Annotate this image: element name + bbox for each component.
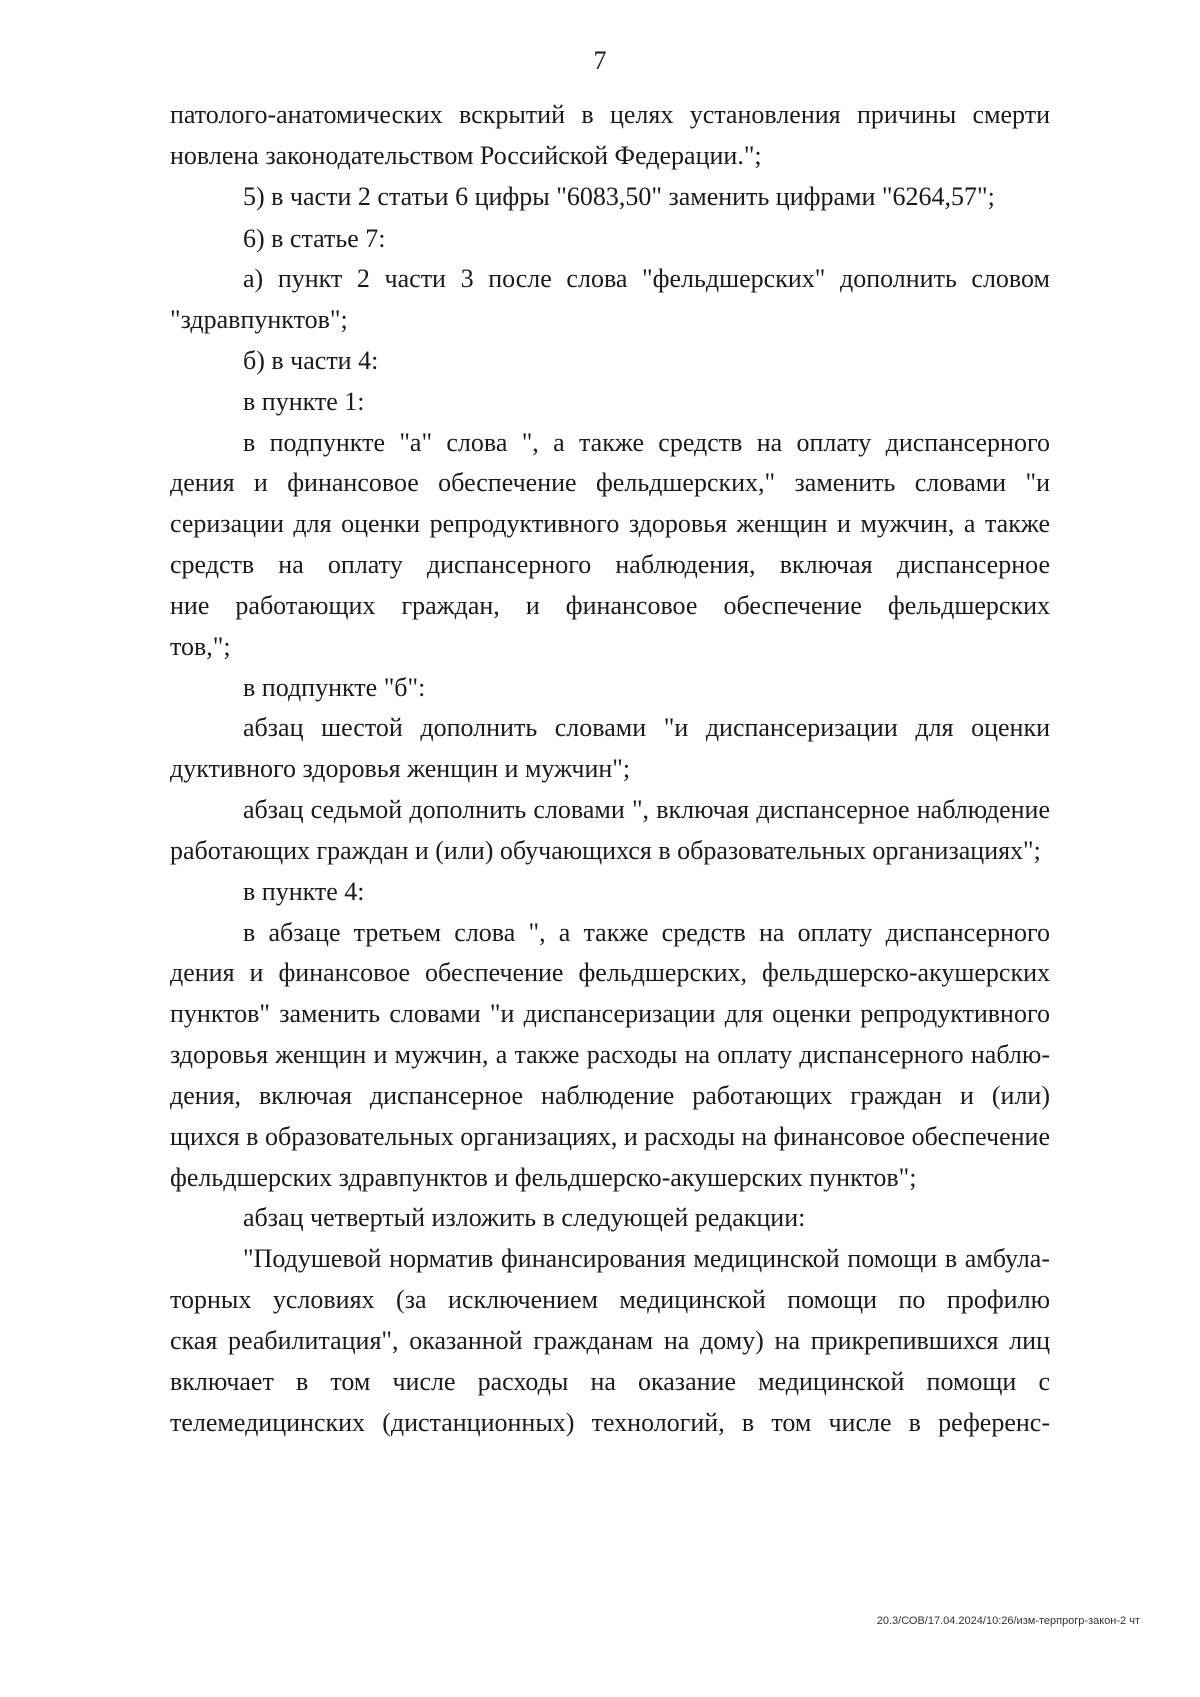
text-line: в подпункте "б": [243,673,426,702]
text-line: ние работающих граждан, и финансовое обеспечение фельдшерских [170,591,1050,620]
text-line: абзац шестой дополнить словами "и диспансеризации для оценки [243,713,1050,742]
text-line: абзац четвертый изложить в следующей редакции: [243,1203,806,1232]
text-line: включает в том числе расходы на оказание медицинской помощи с [170,1367,1050,1396]
text-line: "здравпунктов"; [170,305,348,334]
text-line: щихся в образовательных организациях, и расходы на финансовое обеспечение [170,1122,1050,1151]
text-line: дуктивного здоровья женщин и мужчин"; [170,754,631,783]
text-line: б) в части 4: [243,346,379,375]
text-line: дения, включая диспансерное наблюдение работающих граждан и (или) [170,1081,1050,1110]
text-line: серизации для оценки репродуктивного здоровья женщин и мужчин, а также [170,509,1050,538]
text-line: в пункте 4: [243,877,365,906]
text-line: абзац седьмой дополнить словами ", включая диспансерное наблюдение [243,795,1050,824]
text-line: пунктов" заменить словами "и диспансеризации для оценки репродуктивного [170,999,1050,1028]
text-line: телемедицинских (дистанционных) технологий, в том числе в референс- [170,1408,1050,1437]
text-line: средств на оплату диспансерного наблюдения, включая диспансерное [170,550,1050,579]
text-line: дения и финансовое обеспечение фельдшерских, фельдшерско-акушерских [170,958,1050,987]
text-line: здоровья женщин и мужчин, а также расходы на оплату диспансерного наблю- [170,1040,1050,1069]
text-line: а) пункт 2 части 3 после слова "фельдшерских" дополнить словом [243,264,1050,293]
text-line: новлена законодательством Российской Федерации."; [170,141,762,170]
text-line: дения и финансовое обеспечение фельдшерских," заменить словами "и [170,468,1050,497]
text-line: торных условиях (за исключением медицинской помощи по профилю [170,1285,1050,1314]
text-line: работающих граждан и (или) обучающихся в образовательных организациях"; [170,836,1041,865]
text-line: 5) в части 2 статьи 6 цифры "6083,50" заменить цифрами "6264,57"; [243,182,995,211]
text-line: 6) в статье 7: [243,224,386,253]
text-line: в абзаце третьем слова ", а также средств на оплату диспансерного [243,918,1050,947]
text-line: в подпункте "а" слова ", а также средств на оплату диспансерного [243,428,1050,457]
text-line: патолого-анатомических вскрытий в целях установления причины смерти [170,100,1050,129]
text-line: в пункте 1: [243,387,365,416]
text-line: ская реабилитация", оказанной гражданам на дому) на прикрепившихся лиц [170,1326,1050,1355]
text-line: тов,"; [170,632,231,661]
text-line: фельдшерских здравпунктов и фельдшерско-акушерских пунктов"; [170,1163,917,1192]
text-line: "Подушевой норматив финансирования медицинской помощи в амбула- [243,1244,1050,1273]
document-footer-code: 20.3/СОВ/17.04.2024/10:26/изм-терпрогр-закон-2 чт [876,1615,1140,1627]
page-number: 7 [593,46,607,75]
